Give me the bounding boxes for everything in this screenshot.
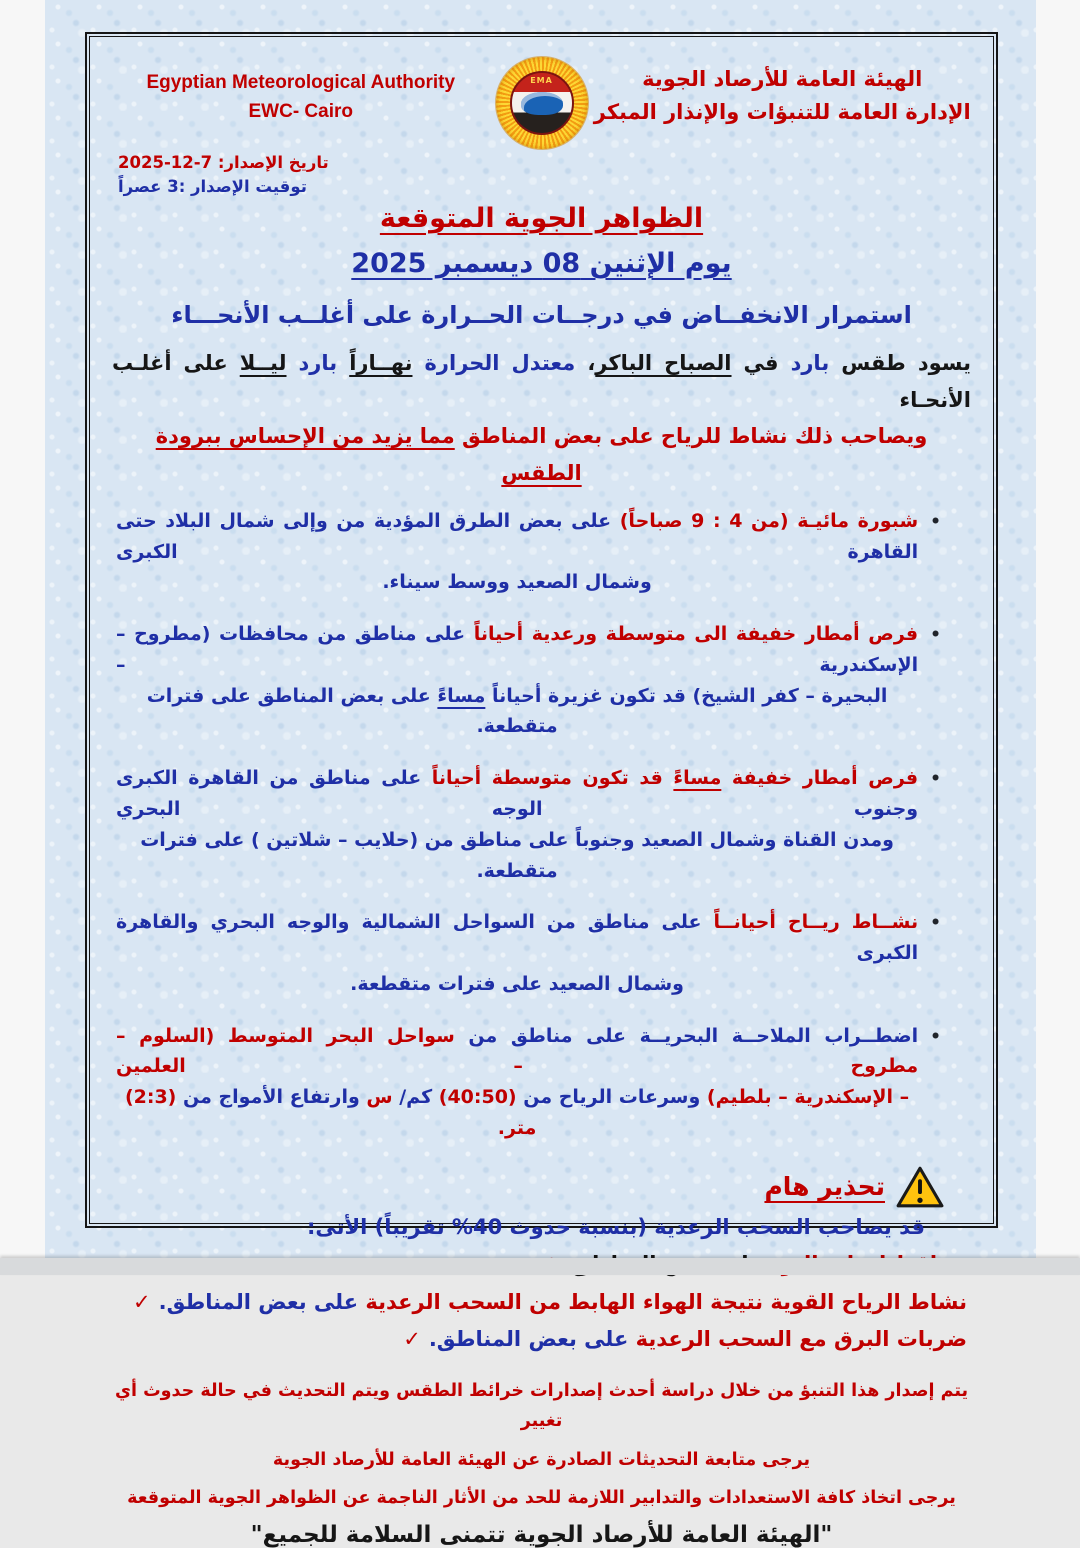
text-segment: قد تكون متوسطة أحياناً xyxy=(421,767,674,790)
cloud-icon xyxy=(521,92,563,115)
text-segment: ، xyxy=(575,350,596,375)
text-segment: على بعض المناطق على فترات متقطعة. xyxy=(146,684,558,738)
text-segment: شبورة مائيـة (من 4 : 9 صباحاً) xyxy=(611,509,919,532)
footer-note-2: يرجى متابعة التحديثات الصادرة عن الهيئة العامة للأرصاد الجوية xyxy=(272,1449,811,1470)
bullet-line xyxy=(116,763,918,825)
ema-logo-core xyxy=(510,71,574,135)
bulletin-page xyxy=(45,0,1036,1548)
ema-logo xyxy=(496,57,588,149)
text-segment: على مناطق من السواحل الشمالية والوجه البحري والقاهرة الكبرى xyxy=(116,911,919,965)
warning-item-downburst xyxy=(112,1286,971,1320)
warning-item-lightning xyxy=(112,1323,971,1357)
issue-info xyxy=(118,151,969,199)
intro-line-1 xyxy=(112,345,971,419)
bullet-line xyxy=(116,907,918,969)
authority-name-ar-line1: الهيئة العامة للأرصاد الجوية xyxy=(642,67,923,91)
bullet-dot: • xyxy=(930,511,941,532)
text-segment: على بعض الطرق المؤدية من وإلى شمال البلاد حتى القاهرة الكبرى xyxy=(116,509,919,563)
bullet-dot: • xyxy=(930,1026,941,1047)
footer-safety-message: "الهيئة العامة للأرصاد الجوية تتمنى السلامة للجميع" xyxy=(250,1522,833,1548)
bullet-text xyxy=(116,763,918,886)
text-segment: مساءً xyxy=(673,767,722,790)
check-icon: ✓ xyxy=(403,1327,421,1352)
text-segment: نشــاط ريــاح أحيانــاً xyxy=(701,911,919,934)
text-segment xyxy=(287,351,299,375)
intro-line-2 xyxy=(112,418,971,492)
bottom-edge-strip xyxy=(0,1258,1080,1275)
warning-triangle-icon xyxy=(895,1165,945,1209)
footer-note-3: يرجى اتخاذ كافة الاستعدادات والتدابير اللازمة للحد من الأثار الناجمة عن الظواهر الجوية المتوقعة xyxy=(127,1488,956,1509)
text-segment: يسود طقس xyxy=(829,350,972,375)
text-segment: (40:50) xyxy=(438,1086,517,1109)
bullet-line xyxy=(116,506,918,568)
text-segment: (2:3) متر. xyxy=(124,1086,537,1139)
bullet-line xyxy=(116,969,918,1000)
page-title: الظواهر الجوية المتوقعة xyxy=(379,202,704,234)
bullet-line xyxy=(116,1021,918,1083)
text-segment: على بعض المناطق. xyxy=(158,1289,359,1314)
text-segment: ليــلا xyxy=(239,350,287,375)
authority-name-english xyxy=(112,57,490,126)
text-segment: مساءً xyxy=(437,684,486,707)
text-segment: بارد xyxy=(790,350,830,375)
warning-item-text xyxy=(429,1327,967,1351)
bullet-line xyxy=(116,681,918,743)
bullet-text xyxy=(116,619,918,742)
text-segment: نشاط الرياح القوية نتيجة الهواء الهابط من السحب الرعدية xyxy=(358,1289,967,1314)
text-segment: على أغلـب الأنحـاء xyxy=(112,350,971,412)
bullet-dot: • xyxy=(930,625,941,646)
text-segment: مما يزيد من الإحساس ببرودة الطقس xyxy=(155,424,582,486)
text-segment: البحيرة – كفر الشيخ) قد تكون غزيرة أحياناً xyxy=(485,684,888,707)
text-segment: – الإسكندرية – بلطيم) xyxy=(700,1086,910,1109)
bullet-item-marine xyxy=(116,1021,941,1144)
text-segment: وشمال الصعيد ووسط سيناء. xyxy=(382,571,652,594)
issue-time: توقيت الإصدار :3 عصراً xyxy=(118,176,307,196)
authority-name-ar-line2: الإدارة العامة للتنبؤات والإنذار المبكر xyxy=(593,99,971,124)
bullet-line xyxy=(116,825,918,887)
text-segment: سواحل البحر المتوسط (السلوم – مطروح – العلمين xyxy=(116,1024,919,1078)
bullet-text xyxy=(116,907,918,999)
header xyxy=(112,57,971,149)
text-segment: كم/ xyxy=(392,1086,439,1109)
intro-paragraph xyxy=(112,345,971,492)
text-segment: ويصاحب ذلك نشاط للرياح على بعض المناطق xyxy=(454,424,928,449)
bullet-item-fog xyxy=(116,506,941,598)
warning-intro: قد يصاحب السحب الرعدية (بنسبة حدوث 40% تقريباً) الأتى: xyxy=(306,1214,925,1239)
text-segment: في xyxy=(731,350,791,375)
text-segment xyxy=(337,351,349,375)
bullet-dot: • xyxy=(930,913,941,934)
text-segment: وسرعات الرياح من xyxy=(516,1086,701,1109)
issue-date: تاريخ الإصدار: 7-12-2025 xyxy=(118,153,329,172)
text-segment: وارتفاع الأمواج من xyxy=(176,1086,367,1109)
warning-heading: تحذير هام xyxy=(764,1172,885,1202)
text-segment: ومدن القناة وشمال الصعيد وجنوباً على مناطق من (حلايب – شلاتين ) على فترات متقطعة. xyxy=(140,828,894,882)
bullet-item-rain-cairo xyxy=(116,763,941,886)
text-segment: فرص أمطار خفيفة xyxy=(721,767,919,790)
ema-logo-text: EMA xyxy=(530,76,553,85)
text-segment: على بعض المناطق. xyxy=(428,1327,629,1352)
text-segment: الصباح الباكر xyxy=(595,350,732,375)
page-frame xyxy=(85,32,998,1548)
text-segment: معتدل الحرارة xyxy=(424,350,576,375)
bullet-text xyxy=(116,506,918,598)
bullet-line xyxy=(116,619,918,681)
bullet-line xyxy=(116,1082,918,1144)
page-frame-inner xyxy=(89,36,994,1548)
text-segment xyxy=(412,351,424,375)
text-segment: على مناطق من القاهرة الكبرى وجنوب الوجه البحري xyxy=(116,767,919,820)
bullet-item-rain-north-coast xyxy=(116,619,941,742)
text-segment: على مناطق من محافظات (مطروح – الإسكندرية – xyxy=(116,623,919,676)
bullet-dot: • xyxy=(930,769,941,790)
text-segment: اضطــراب الملاحــة البحريــة على مناطق من xyxy=(454,1024,919,1047)
text-segment: وشمال الصعيد على فترات متقطعة. xyxy=(350,972,684,995)
footer-note-1: يتم إصدار هذا التنبؤ من خلال دراسة أحدث إصدارات خرائط الطقس ويتم التحديث في حالة حدوث أي تغيير xyxy=(114,1381,969,1431)
text-segment: فرص أمطار خفيفة الى متوسطة ورعدية أحياناً xyxy=(465,623,919,646)
bullet-text xyxy=(116,1021,918,1144)
authority-name-arabic xyxy=(594,57,972,128)
warning-item-text xyxy=(159,1290,967,1314)
warning-header xyxy=(112,1165,971,1209)
authority-name-en-line2: EWC- Cairo xyxy=(248,100,353,122)
bullet-line xyxy=(116,567,918,598)
text-segment: بارد xyxy=(298,350,338,375)
bullet-item-wind xyxy=(116,907,941,999)
text-segment: س xyxy=(366,1086,393,1109)
text-segment: ضربات البرق مع السحب الرعدية xyxy=(628,1327,967,1352)
footer-notes xyxy=(112,1377,971,1548)
forecast-date-title: يوم الإثنين 08 ديسمبر 2025 xyxy=(351,247,732,279)
forecast-bullet-list xyxy=(112,506,971,1144)
check-icon: ✓ xyxy=(133,1289,151,1314)
summary-headline: استمرار الانخفــاض في درجــات الحــرارة على أغلــب الأنحـــاء xyxy=(171,300,912,329)
authority-name-en-line1: Egyptian Meteorological Authority xyxy=(146,72,456,93)
text-segment: نهــاراً xyxy=(349,350,413,375)
